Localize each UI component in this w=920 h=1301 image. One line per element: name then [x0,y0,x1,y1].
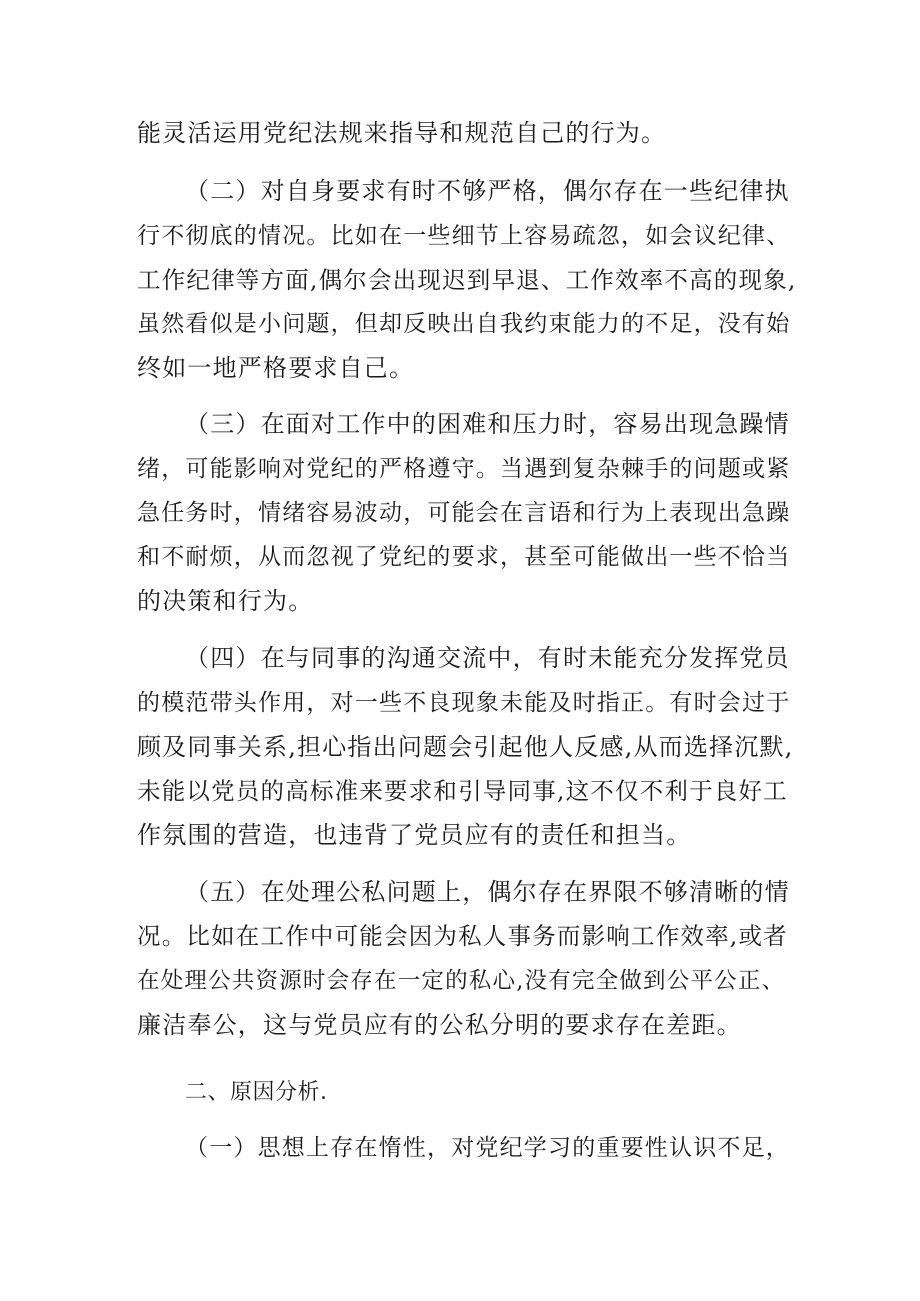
section-heading: 二、原因分析. [185,1080,328,1105]
paragraph-line: 急任务时，情绪容易波动，可能会在言语和行为上表现出急躁 [137,500,791,526]
paragraph-line: 绪，可能影响对党纪的严格遵守。当遇到复杂棘手的问题或紧 [137,456,791,482]
paragraph-line: （二）对自身要求有时不够严格，偶尔存在一些纪律执 [185,177,790,205]
paragraph-line: 的模范带头作用，对一些不良现象未能及时指正。有时会过于 [137,690,791,716]
paragraph-line: 作氛围的营造，也违背了党员应有的责任和担当。 [137,821,692,849]
paragraph-line: （四）在与同事的沟通交流中，有时未能充分发挥党员 [185,644,790,672]
paragraph-line: 顾及同事关系,担心指出问题会引起他人反感,从而选择沉默, [137,733,794,761]
paragraph-line: 况。比如在工作中可能会因为私人事务而影响工作效率,或者 [137,922,788,950]
paragraph-line: 廉洁奉公，这与党员应有的公私分明的要求存在差距。 [137,1011,742,1039]
paragraph-line: 行不彻底的情况。比如在一些细节上容易疏忽，如会议纪律、 [137,223,791,249]
paragraph-line: （五）在处理公私问题上，偶尔存在界限不够清晰的情 [185,878,790,906]
paragraph-line: 在处理公共资源时会存在一定的私心,没有完全做到公平公正、 [137,968,786,994]
paragraph-line: 的决策和行为。 [137,587,314,615]
paragraph-line: 和不耐烦，从而忽视了党纪的要求，甚至可能做出一些不恰当 [137,544,791,570]
paragraph-line: 未能以党员的高标准来要求和引导同事,这不仅不利于良好工 [137,777,788,805]
paragraph-line: 终如一地严格要求自己。 [137,354,415,382]
paragraph-line: 虽然看似是小问题，但却反映出自我约束能力的不足，没有始 [137,311,791,337]
paragraph-line: 能灵活运用党纪法规来指导和规范自己的行为。 [137,119,667,147]
paragraph-line: 工作纪律等方面,偶尔会出现迟到早退、工作效率不高的现象, [137,266,797,294]
paragraph-line: （三）在面对工作中的困难和压力时，容易出现急躁情 [185,410,790,438]
paragraph-line: （一）思想上存在惰性，对党纪学习的重要性认识不足， [185,1135,790,1161]
